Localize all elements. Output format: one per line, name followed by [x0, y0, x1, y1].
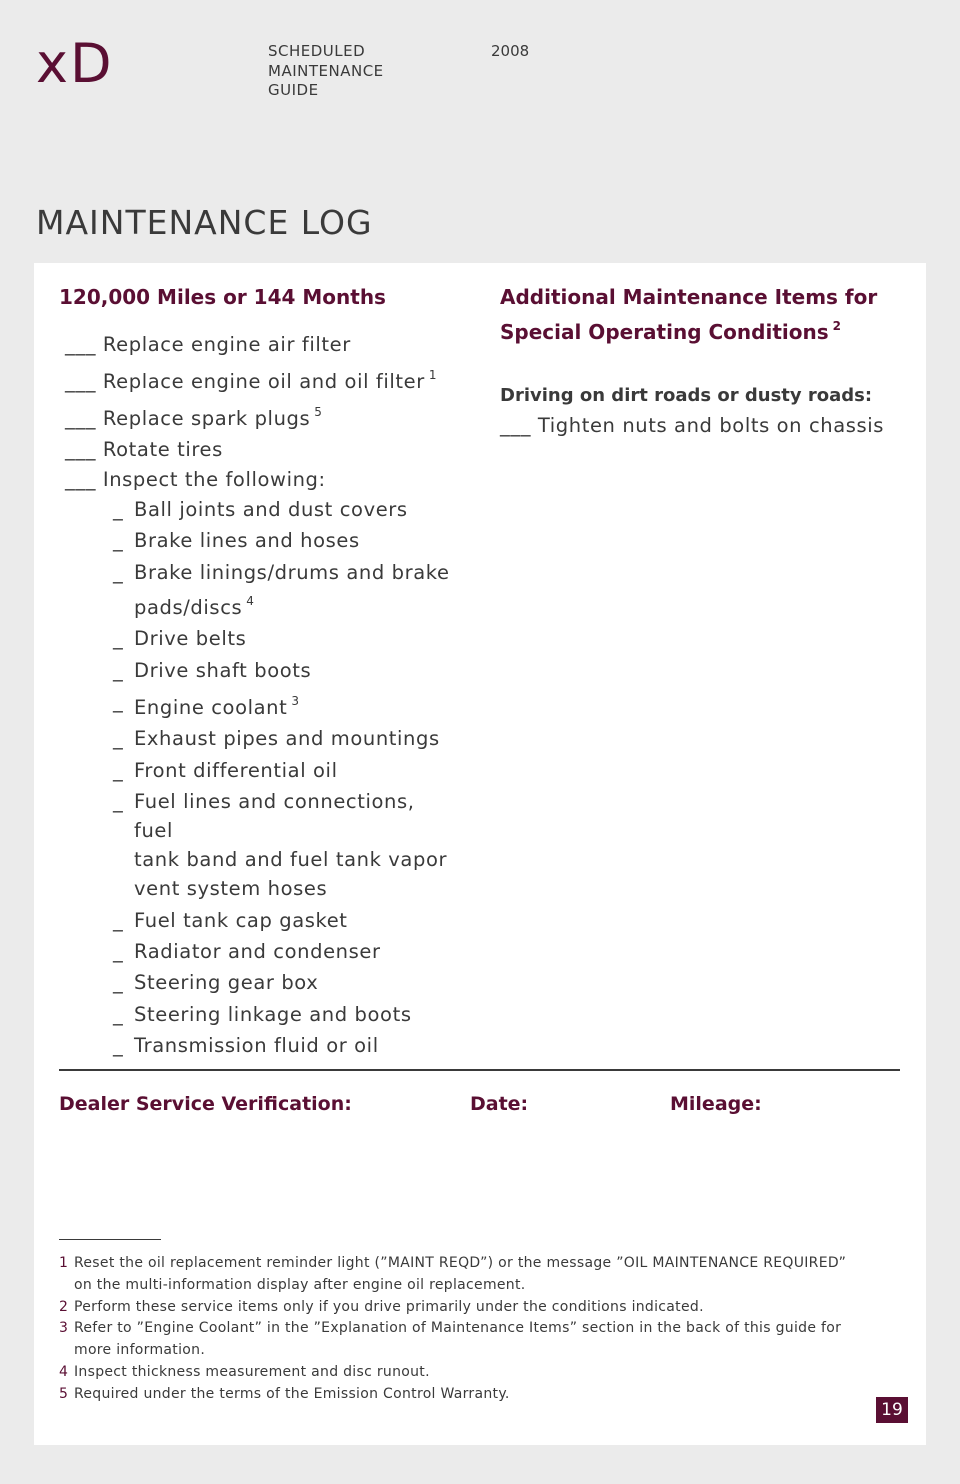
inspect-item-text [134, 756, 459, 785]
task-text: ___ Replace engine oil and oil filter [65, 370, 425, 394]
title-line: Special Operating Conditions [500, 320, 829, 344]
left-column [59, 283, 459, 1062]
footnote-text [74, 1318, 879, 1362]
year: 2008 [491, 42, 530, 60]
item-dash: _ [113, 908, 124, 932]
right-column [500, 283, 920, 441]
content-panel [34, 263, 926, 1445]
text-line: Brake linings/drums and brake [134, 560, 450, 584]
text-line: pads/discs [134, 595, 243, 619]
task-item [65, 465, 459, 495]
text-line: Refer to ”Engine Coolant” in the ”Explanation of Maintenance Items” section in the back of this guide for [74, 1320, 842, 1337]
inspect-item-text [134, 968, 459, 997]
condition-task: ___ Tighten nuts and bolts on chassis [500, 414, 885, 437]
text-line: Fuel lines and connections, fuel [134, 790, 415, 843]
item-dash: _ [113, 1034, 124, 1058]
text-line: Drive shaft boots [134, 658, 312, 682]
page-number: 19 [876, 1397, 908, 1423]
condition-title: Driving on dirt roads or dusty roads: [500, 385, 873, 406]
task-item [65, 360, 459, 397]
task-text: ___ Replace spark plugs [65, 407, 311, 431]
footnote-text [74, 1253, 879, 1297]
text-line: Engine coolant [134, 695, 288, 719]
inspect-item-text [134, 787, 459, 903]
inspect-item [113, 558, 459, 622]
footnote-number: 4 [59, 1363, 69, 1380]
text-line: Reset the oil replacement reminder light (”MAINT REQD”) or the message ”OIL MAINTENANCE REQUIRED” [74, 1255, 847, 1271]
text-line: Fuel tank cap gasket [134, 908, 348, 932]
item-dash: _ [113, 529, 124, 553]
inspect-item-text [134, 495, 459, 524]
item-dash: _ [113, 758, 124, 782]
inspect-item [113, 906, 459, 935]
inspect-item [113, 1000, 459, 1029]
inspect-item [113, 756, 459, 785]
guide-title-line: MAINTENANCE [268, 61, 384, 80]
footnote-ref: 2 [832, 319, 841, 333]
text-line: on the multi-information display after engine oil replacement. [74, 1276, 526, 1293]
footnote [59, 1297, 879, 1319]
footnote-ref: 1 [428, 368, 438, 383]
item-dash: _ [113, 1002, 124, 1026]
footnote-text [74, 1384, 879, 1406]
footnote-text [74, 1297, 879, 1319]
text-line: tank band and fuel tank vapor [134, 848, 448, 872]
task-item [65, 330, 459, 360]
inspect-item [113, 624, 459, 653]
task-text: ___ Inspect the following: [65, 467, 326, 491]
inspect-item-text [134, 526, 459, 555]
inspect-list [113, 495, 459, 1060]
item-dash: _ [113, 939, 124, 963]
inspect-item [113, 724, 459, 753]
inspect-item [113, 495, 459, 524]
footnote-ref: 4 [246, 593, 255, 608]
text-line: vent system hoses [134, 877, 328, 901]
text-line: Steering linkage and boots [134, 1002, 412, 1026]
item-dash: _ [113, 498, 124, 522]
task-list [65, 330, 459, 495]
task-text: ___ Rotate tires [65, 437, 223, 461]
inspect-item [113, 656, 459, 685]
section-title-120k: 120,000 Miles or 144 Months [59, 285, 386, 309]
date-label: Date: [470, 1093, 529, 1115]
text-line: Transmission fluid or oil [134, 1034, 379, 1058]
text-line: Required under the terms of the Emission Control Warranty. [74, 1385, 510, 1402]
footnote-number: 1 [59, 1255, 69, 1271]
text-line: Radiator and condenser [134, 939, 381, 963]
inspect-item [113, 787, 459, 903]
inspect-item-text [134, 1031, 459, 1060]
divider-rule [59, 1069, 900, 1071]
inspect-item-text [134, 724, 459, 753]
inspect-item [113, 687, 459, 722]
item-dash: _ [113, 971, 124, 995]
inspect-item-text [134, 656, 459, 685]
footnote [59, 1362, 879, 1384]
inspect-item [113, 968, 459, 997]
section-title-special-conditions [500, 283, 920, 347]
task-text: ___ Replace engine air filter [65, 333, 351, 356]
text-line: Steering gear box [134, 971, 319, 995]
text-line: Ball joints and dust covers [134, 498, 408, 522]
item-dash: _ [113, 727, 124, 751]
text-line: Front differential oil [134, 758, 338, 782]
text-line: Perform these service items only if you drive primarily under the conditions indicated. [74, 1298, 704, 1315]
inspect-item-text [134, 937, 459, 966]
text-line: Exhaust pipes and mountings [134, 727, 440, 751]
inspect-item-text [134, 906, 459, 935]
item-dash: _ [113, 689, 124, 713]
text-line: more information. [74, 1342, 206, 1359]
dealer-verification-label: Dealer Service Verification: [59, 1093, 352, 1115]
inspect-item-text [134, 558, 459, 622]
inspect-item-text [134, 624, 459, 653]
guide-title-line: GUIDE [268, 81, 319, 99]
inspect-item-text [134, 687, 459, 722]
item-dash: _ [113, 790, 124, 814]
footnote-ref: 3 [291, 693, 300, 708]
mileage-label: Mileage: [670, 1093, 762, 1115]
guide-title-line: SCHEDULED [268, 42, 366, 60]
footnotes [59, 1253, 879, 1406]
inspect-item [113, 526, 459, 555]
page-heading: MAINTENANCE LOG [36, 203, 373, 242]
inspect-item [113, 937, 459, 966]
footnote-number: 2 [59, 1298, 69, 1315]
text-line: Brake lines and hoses [134, 529, 360, 553]
inspect-item-text [134, 1000, 459, 1029]
logo: xD [36, 32, 114, 95]
footnote [59, 1253, 879, 1297]
text-line: Inspect thickness measurement and disc runout. [74, 1363, 430, 1380]
footnote [59, 1384, 879, 1406]
title-line: Additional Maintenance Items for [500, 285, 878, 309]
verification-row [59, 1093, 900, 1123]
inspect-item [113, 1031, 459, 1060]
footnote-number: 5 [59, 1385, 69, 1402]
item-dash: _ [113, 627, 124, 651]
item-dash: _ [113, 560, 124, 584]
footnote-rule [59, 1239, 161, 1240]
footnote-number: 3 [59, 1320, 69, 1337]
task-item [65, 397, 459, 434]
task-item [65, 435, 459, 465]
item-dash: _ [113, 658, 124, 682]
guide-title [268, 42, 384, 101]
footnote-ref: 5 [314, 405, 323, 420]
text-line: Drive belts [134, 627, 247, 651]
footnote [59, 1318, 879, 1362]
footnote-text [74, 1362, 879, 1384]
